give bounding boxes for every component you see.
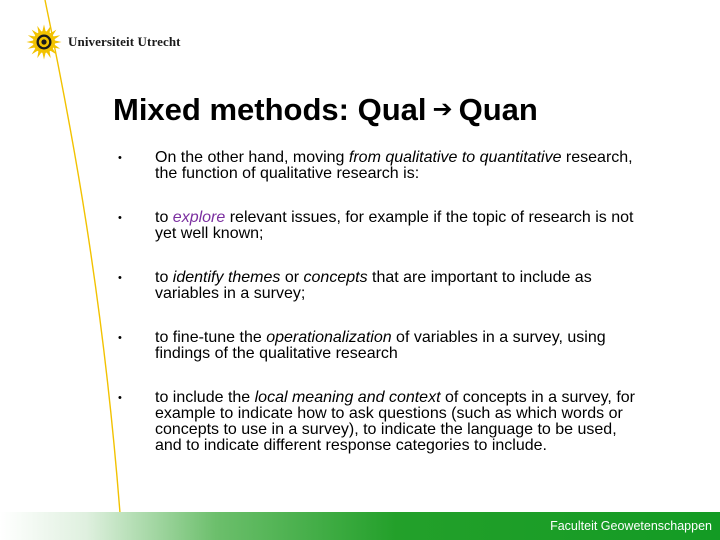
bullet-text: research, the function of qualitative research is: xyxy=(155,149,633,182)
faculty-name: Faculteit Geowetenschappen xyxy=(550,519,712,533)
bullet-list xyxy=(118,150,638,482)
university-logo xyxy=(26,24,181,60)
bullet-dot: • xyxy=(118,272,122,284)
bullet-item xyxy=(118,210,638,242)
university-name: Universiteit Utrecht xyxy=(68,34,181,49)
emphasis-text: from qualitative to quantitative xyxy=(348,149,562,166)
slide-title xyxy=(113,92,538,128)
bullet-item xyxy=(118,150,638,182)
bullet-text: or xyxy=(280,269,304,286)
arrow-right-icon: ➔ xyxy=(432,95,453,123)
bullet-item xyxy=(118,330,638,362)
bullet-dot: • xyxy=(118,212,122,224)
bullet-text: of variables in a survey, using findings of the qualitative research xyxy=(155,329,606,362)
bullet-text: of concepts in a survey, for example to indicate how to ask questions (such as which words or concepts to use in a survey), to indicate the language to be used, and to indicate different response categories to include. xyxy=(155,389,635,454)
bullet-text: to include the xyxy=(155,389,255,406)
title-right: Quan xyxy=(458,92,538,127)
bullet-text: that are important to include as variables in a survey; xyxy=(155,269,592,302)
emphasis-text: operationalization xyxy=(266,329,392,346)
emphasis-text: explore xyxy=(172,209,226,226)
bullet-item xyxy=(118,270,638,302)
bullet-dot: • xyxy=(118,392,122,404)
title-left: Mixed methods: Qual xyxy=(113,92,427,127)
bullet-text: to xyxy=(155,209,173,226)
university-seal-icon xyxy=(26,24,62,60)
emphasis-text: concepts xyxy=(303,269,368,286)
bullet-text: to fine-tune the xyxy=(155,329,267,346)
bullet-dot: • xyxy=(118,152,122,164)
bullet-text: On the other hand, moving xyxy=(155,149,349,166)
emphasis-text: identify themes xyxy=(172,269,281,286)
bullet-text: to xyxy=(155,269,173,286)
bullet-dot: • xyxy=(118,332,122,344)
emphasis-text: local meaning and context xyxy=(254,389,441,406)
bullet-text: relevant issues, for example if the topic of research is not yet well known; xyxy=(155,209,634,242)
footer-bar xyxy=(0,512,720,540)
bullet-item xyxy=(118,390,638,454)
